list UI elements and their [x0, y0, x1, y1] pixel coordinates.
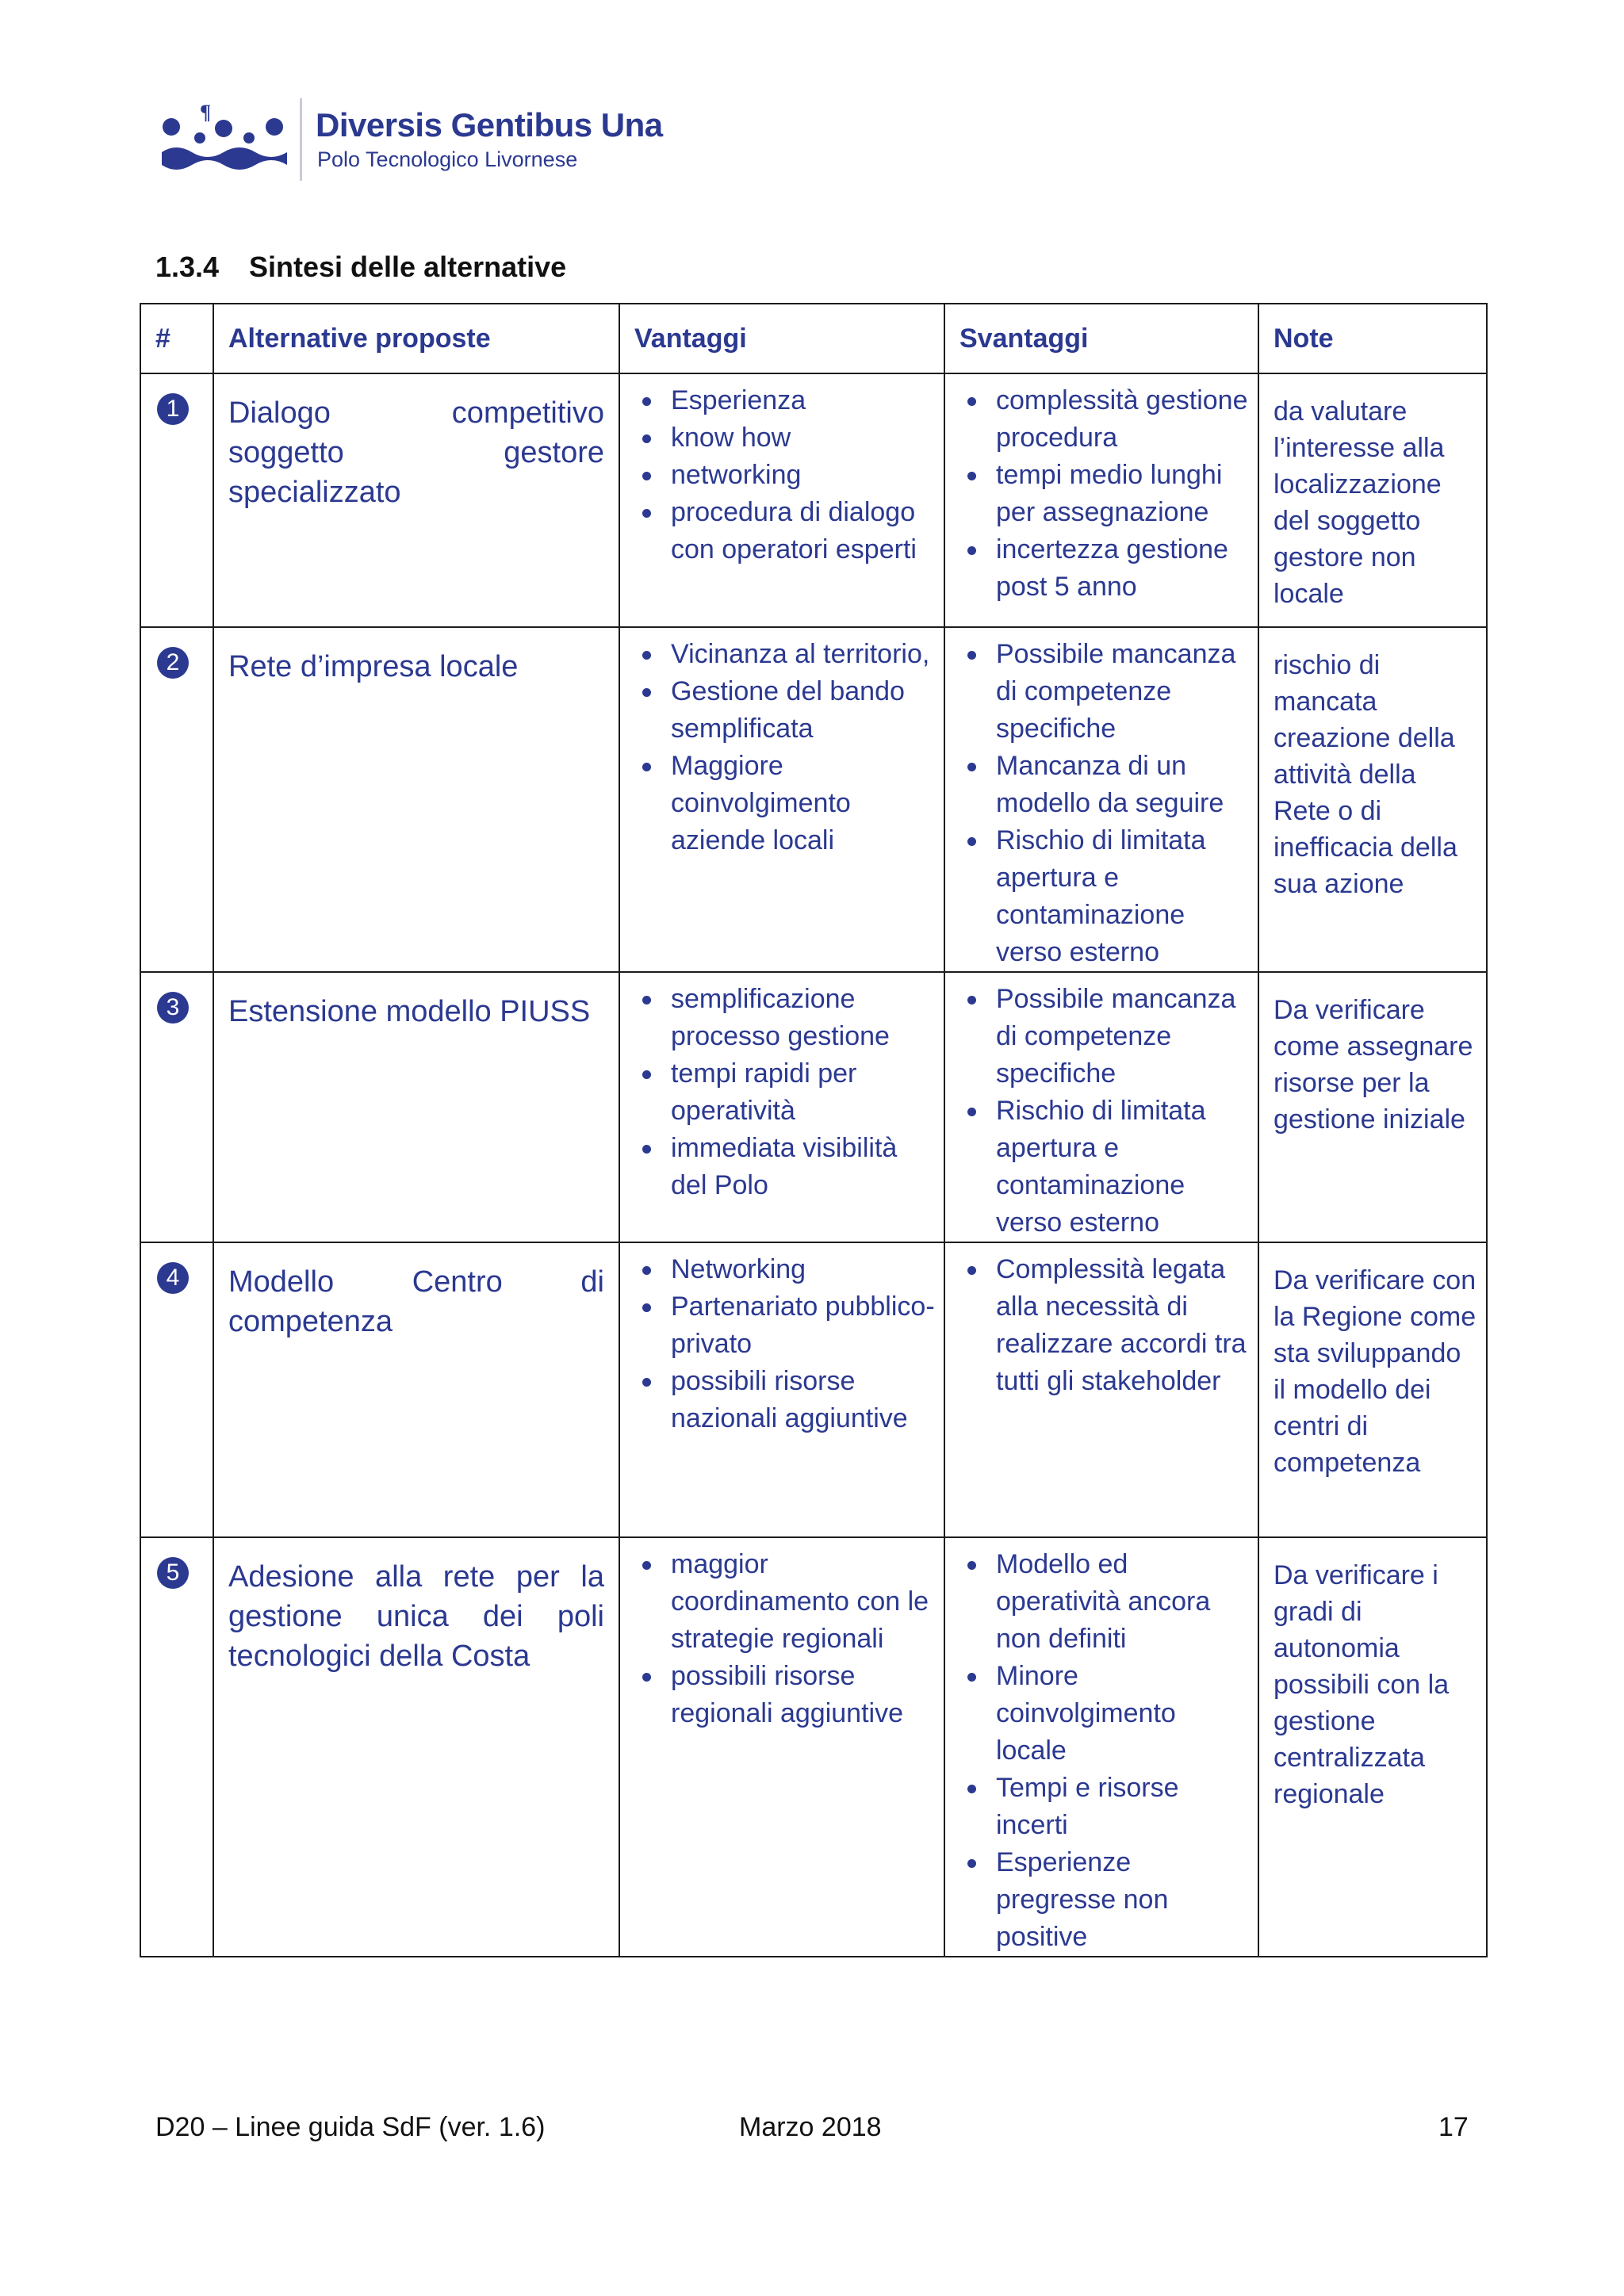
- note-text: da valutare l’interesse alla localizzazione del soggetto gestore non locale: [1274, 396, 1445, 609]
- alternative-name: Dialogo competitivo soggetto gestore specializzato: [228, 396, 604, 509]
- notes-cell: [1258, 1242, 1487, 1537]
- advantages-cell: [619, 1242, 944, 1537]
- table-row: [140, 373, 1487, 627]
- list-item: complessità gestione procedura: [963, 382, 1250, 457]
- list-item: Maggiore coinvolgimento aziende locali: [638, 748, 936, 859]
- advantages-cell: [619, 1537, 944, 1957]
- list-item: know how: [638, 419, 936, 457]
- logo-glyph: ¶: [200, 101, 212, 124]
- notes-cell: [1258, 1537, 1487, 1957]
- advantages-list: [620, 382, 944, 568]
- logo: [159, 95, 682, 184]
- note-text: Da verificare con la Regione come sta sviluppando il modello dei centri di competenza: [1274, 1265, 1477, 1478]
- alternative-cell: [213, 627, 619, 972]
- note-text: rischio di mancata creazione della attività della Rete o di inefficacia della sua azione: [1274, 650, 1457, 899]
- header-advantages: Vantaggi: [619, 304, 944, 373]
- alternative-name: Estensione modello PIUSS: [228, 995, 591, 1028]
- list-item: Gestione del bando semplificata: [638, 673, 936, 748]
- list-item: semplificazione processo gestione: [638, 981, 936, 1055]
- disadvantages-list: [945, 1251, 1258, 1400]
- disadvantages-cell: [944, 1242, 1258, 1537]
- logo-divider: [300, 98, 302, 181]
- table-row: [140, 1537, 1487, 1957]
- number-badge: 2: [157, 647, 189, 679]
- table-row: [140, 1242, 1487, 1537]
- note-text: Da verificare come assegnare risorse per la gestione iniziale: [1274, 995, 1473, 1135]
- footer-document: D20 – Linee guida SdF (ver. 1.6): [155, 2112, 546, 2142]
- table-row: [140, 972, 1487, 1242]
- list-item: possibili risorse regionali aggiuntive: [638, 1658, 936, 1732]
- header-disadvantages: Svantaggi: [944, 304, 1258, 373]
- list-item: tempi medio lunghi per assegnazione: [963, 457, 1250, 531]
- note-text: Da verificare i gradi di autonomia possibili con la gestione centralizzata regionale: [1274, 1560, 1450, 1809]
- alternatives-table: [140, 303, 1488, 1957]
- row-number-cell: [140, 1537, 213, 1957]
- list-item: Esperienza: [638, 382, 936, 419]
- alternative-name: Modello Centro di competenza: [228, 1265, 604, 1338]
- advantages-list: [620, 1546, 944, 1732]
- row-number-cell: [140, 1242, 213, 1537]
- section-title: Sintesi delle alternative: [249, 251, 567, 283]
- list-item: Rischio di limitata apertura e contaminazione verso esterno: [963, 1093, 1250, 1242]
- section-number: 1.3.4: [155, 251, 220, 283]
- header-number: #: [140, 304, 213, 373]
- header-alternatives: Alternative proposte: [213, 304, 619, 373]
- disadvantages-cell: [944, 1537, 1258, 1957]
- list-item: Esperienze pregresse non positive: [963, 1844, 1250, 1956]
- list-item: Mancanza di un modello da seguire: [963, 748, 1250, 822]
- list-item: incertezza gestione post 5 anno: [963, 531, 1250, 606]
- row-number-cell: [140, 972, 213, 1242]
- list-item: Minore coinvolgimento locale: [963, 1658, 1250, 1770]
- alternative-cell: [213, 1242, 619, 1537]
- list-item: Rischio di limitata apertura e contaminazione verso esterno: [963, 822, 1250, 971]
- list-item: procedura di dialogo con operatori esperti: [638, 494, 936, 568]
- row-number-cell: [140, 627, 213, 972]
- disadvantages-cell: [944, 627, 1258, 972]
- advantages-list: [620, 1251, 944, 1437]
- number-badge: 3: [157, 992, 189, 1024]
- advantages-cell: [619, 627, 944, 972]
- footer-page-number: 17: [1438, 2112, 1469, 2142]
- list-item: Complessità legata alla necessità di realizzare accordi tra tutti gli stakeholder: [963, 1251, 1250, 1400]
- number-badge: 1: [157, 393, 189, 425]
- disadvantages-cell: [944, 373, 1258, 627]
- alternative-cell: [213, 1537, 619, 1957]
- alternative-name: Adesione alla rete per la gestione unica dei poli tecnologici della Costa: [228, 1560, 604, 1673]
- list-item: Networking: [638, 1251, 936, 1288]
- logo-subtitle: Polo Tecnologico Livornese: [317, 147, 578, 171]
- disadvantages-list: [945, 636, 1258, 971]
- number-badge: 5: [157, 1557, 189, 1589]
- logo-mark-icon: [159, 101, 289, 178]
- list-item: Partenariato pubblico-privato: [638, 1288, 936, 1363]
- notes-cell: [1258, 972, 1487, 1242]
- table-header-row: [140, 304, 1487, 373]
- list-item: maggior coordinamento con le strategie regionali: [638, 1546, 936, 1658]
- logo-title: Diversis Gentibus Una: [316, 106, 663, 144]
- advantages-list: [620, 636, 944, 859]
- header-notes: Note: [1258, 304, 1487, 373]
- disadvantages-cell: [944, 972, 1258, 1242]
- disadvantages-list: [945, 981, 1258, 1242]
- notes-cell: [1258, 373, 1487, 627]
- list-item: Tempi e risorse incerti: [963, 1770, 1250, 1844]
- list-item: tempi rapidi per operatività: [638, 1055, 936, 1130]
- list-item: Possibile mancanza di competenze specifiche: [963, 636, 1250, 748]
- list-item: Possibile mancanza di competenze specifiche: [963, 981, 1250, 1093]
- alternative-cell: [213, 373, 619, 627]
- alternative-name: Rete d’impresa locale: [228, 650, 519, 683]
- section-heading: [155, 251, 566, 284]
- advantages-cell: [619, 373, 944, 627]
- advantages-cell: [619, 972, 944, 1242]
- notes-cell: [1258, 627, 1487, 972]
- list-item: Modello ed operatività ancora non definiti: [963, 1546, 1250, 1658]
- advantages-list: [620, 981, 944, 1204]
- table-row: [140, 627, 1487, 972]
- disadvantages-list: [945, 1546, 1258, 1956]
- row-number-cell: [140, 373, 213, 627]
- number-badge: 4: [157, 1262, 189, 1294]
- disadvantages-list: [945, 382, 1258, 606]
- list-item: immediata visibilità del Polo: [638, 1130, 936, 1204]
- list-item: networking: [638, 457, 936, 494]
- alternative-cell: [213, 972, 619, 1242]
- footer-date: Marzo 2018: [739, 2112, 882, 2142]
- list-item: Vicinanza al territorio,: [638, 636, 936, 673]
- list-item: possibili risorse nazionali aggiuntive: [638, 1363, 936, 1437]
